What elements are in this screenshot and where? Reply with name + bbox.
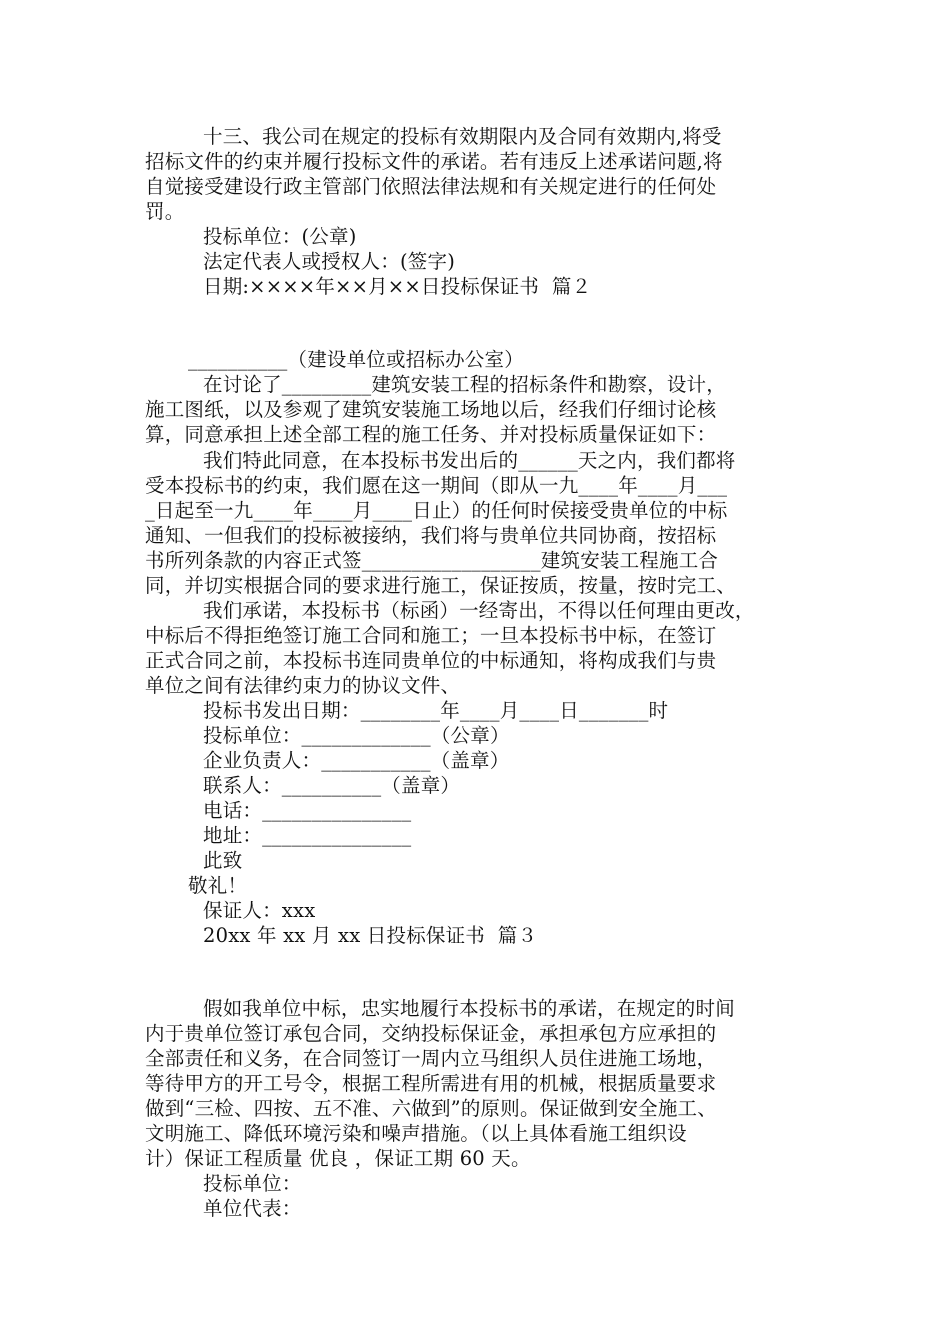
para13-line-4: 罚。 [145, 200, 185, 223]
closing-line-2: 敬礼！ [188, 874, 248, 897]
address-line: 地址：_______________ [203, 824, 412, 847]
date-title-line-2: 20xx 年 xx 月 xx 日投标保证书 篇３ [203, 924, 538, 947]
contact-person-line: 联系人：__________（盖章） [203, 774, 461, 797]
bidder-unit-line-2: 投标单位：_____________（公章） [203, 724, 510, 747]
para13-line-2: 招标文件的约束并履行投标文件的承诺。若有违反上述承诺问题,将 [145, 150, 723, 173]
p1-line-2: 施工图纸，以及参观了建筑安装施工场地以后，经我们仔细讨论核 [145, 398, 717, 421]
s3-line-1: 假如我单位中标，忠实地履行本投标书的承诺，在规定的时间 [203, 997, 735, 1020]
para13-line-1: 十三、我公司在规定的投标有效期限内及合同有效期内,将受 [203, 125, 722, 148]
addressee-line: __________（建设单位或招标办公室） [188, 348, 524, 371]
s3-line-5: 做到“三检、四按、五不准、六做到”的原则。保证做到安全施工、 [145, 1097, 717, 1120]
s3-bidder-unit-line: 投标单位： [203, 1172, 302, 1195]
p1-line-1: 在讨论了_________建筑安装工程的招标条件和勘察，设计， [203, 373, 726, 396]
p3-line-1: 我们承诺，本投标书（标函）一经寄出，不得以任何理由更改， [203, 599, 755, 622]
bidder-unit-line: 投标单位：(公章) [203, 225, 357, 248]
legal-rep-line: 法定代表人或授权人：(签字) [203, 250, 456, 273]
p3-line-3: 正式合同之前，本投标书连同贵单位的中标通知，将构成我们与贵 [145, 649, 717, 672]
p3-line-4: 单位之间有法律约束力的协议文件、 [145, 674, 461, 697]
s3-line-3: 全部责任和义务，在合同签订一周内立马组织人员住进施工场地， [145, 1047, 717, 1070]
p2-line-4: 通知、一但我们的投标被接纳，我们将与贵单位共同协商，按招标 [145, 524, 717, 547]
p3-line-2: 中标后不得拒绝签订施工合同和施工；一旦本投标书中标，在签订 [145, 624, 717, 647]
s3-unit-rep-line: 单位代表： [203, 1197, 302, 1220]
p1-line-3: 算，同意承担上述全部工程的施工任务、并对投标质量保证如下： [145, 423, 717, 446]
s3-line-2: 内于贵单位签订承包合同，交纳投标保证金，承担承包方应承担的 [145, 1022, 717, 1045]
p2-line-3: _日起至一九____年____月____日止）的任何时侯接受贵单位的中标 [145, 499, 728, 522]
s3-line-6: 文明施工、降低环境污染和噪声措施。（以上具体看施工组织设 [145, 1122, 687, 1145]
s3-line-7: 计）保证工程质量 优良 ，保证工期 60 天。 [145, 1147, 531, 1170]
phone-line: 电话：_______________ [203, 799, 412, 822]
issue-date-line: 投标书发出日期：________年____月____日_______时 [203, 699, 669, 722]
s3-line-4: 等待甲方的开工号令，根据工程所需进有用的机械，根据质量要求 [145, 1072, 717, 1095]
date-title-line: 日期:××××年××月××日投标保证书 篇２ [203, 275, 592, 298]
para13-line-3: 自觉接受建设行政主管部门依照法律法规和有关规定进行的任何处 [145, 175, 717, 198]
p2-line-2: 受本投标书的约束，我们愿在这一期间（即从一九____年____月___ [145, 474, 728, 497]
p2-line-6: 同，并切实根据合同的要求进行施工，保证按质，按量，按时完工、 [145, 574, 737, 597]
company-leader-line: 企业负责人：___________（盖章） [203, 749, 510, 772]
guarantor-line: 保证人：xxx [203, 899, 316, 922]
p2-line-5: 书所列条款的内容正式签__________________建筑安装工程施工合 [145, 549, 719, 572]
closing-line-1: 此致 [203, 849, 243, 872]
p2-line-1: 我们特此同意，在本投标书发出后的______天之内，我们都将 [203, 449, 736, 472]
